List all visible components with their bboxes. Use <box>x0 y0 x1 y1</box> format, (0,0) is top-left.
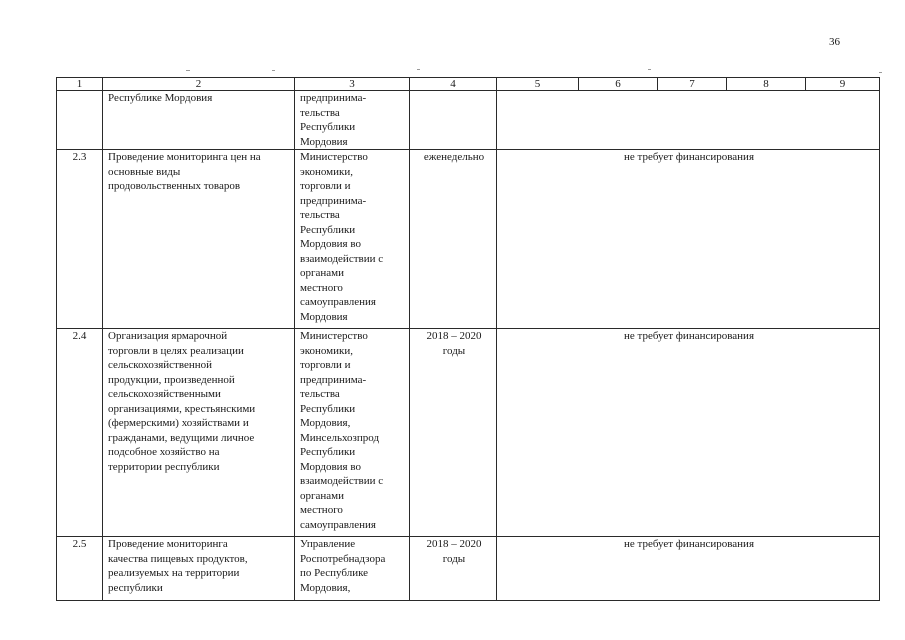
scan-artifact <box>272 70 275 71</box>
measure-cell <box>103 537 295 601</box>
table-row <box>57 150 880 329</box>
scan-artifact <box>879 72 882 73</box>
measures-table <box>56 77 880 601</box>
executor-cell-line: по Республике <box>300 567 369 579</box>
measure-cell-line: основные виды <box>108 165 181 178</box>
term-cell <box>410 150 497 329</box>
term-cell <box>410 91 497 150</box>
column-number-2: 2 <box>103 78 295 91</box>
executor-cell-line: торговли и <box>300 359 351 371</box>
executor-cell-line: Министерство <box>300 151 368 163</box>
measure-cell-line: торговли в целях реализации <box>108 344 244 357</box>
table-row <box>57 537 880 601</box>
executor-cell <box>295 91 410 150</box>
row-number: 2.3 <box>57 150 103 329</box>
column-number-row <box>57 78 880 91</box>
column-number-8: 8 <box>727 78 806 91</box>
measure-cell-line: сельскохозяйственной <box>108 359 213 371</box>
executor-cell-line: Мордовия <box>300 135 348 148</box>
measure-cell-line: Проведение мониторинга <box>108 538 228 550</box>
measure-cell-line: подсобное хозяйство на <box>108 446 220 458</box>
measure-cell-line: реализуемых на территории <box>108 567 240 579</box>
executor-cell-line: Мордовия <box>300 310 348 323</box>
measure-cell-line: Организация ярмарочной <box>108 330 228 342</box>
measure-cell-line: гражданами, ведущими личное <box>108 431 255 444</box>
table-row <box>57 329 880 537</box>
measure-cell-line: организациями, крестьянскими <box>108 402 256 415</box>
executor-cell-line: взаимодействии с <box>300 475 384 487</box>
executor-cell-line: предпринима- <box>300 92 367 104</box>
measure-cell-line: продовольственных товаров <box>108 180 241 192</box>
measure-cell-line: Республике Мордовия <box>108 92 213 104</box>
executor-cell-line: тельства <box>300 106 340 119</box>
term-cell-line: еженедельно <box>423 151 485 163</box>
executor-cell-line: самоуправления <box>300 518 376 531</box>
executor-cell-line: самоуправления <box>300 296 376 308</box>
executor-cell-line: предпринима- <box>300 194 367 207</box>
row-number: 2.5 <box>57 537 103 601</box>
term-cell-line: годы <box>442 344 466 357</box>
executor-cell-line: тельства <box>300 388 340 400</box>
executor-cell-line: органами <box>300 489 345 502</box>
term-cell-line: 2018 – 2020 <box>426 538 482 550</box>
term-cell <box>410 537 497 601</box>
measure-cell-line: территории республики <box>108 460 220 473</box>
executor-cell-line: местного <box>300 504 343 516</box>
executor-cell-line: тельства <box>300 209 340 221</box>
executor-cell-line: взаимодействии с <box>300 252 384 265</box>
measure-cell <box>103 150 295 329</box>
executor-cell <box>295 329 410 537</box>
table-row <box>57 91 880 150</box>
term-cell <box>410 329 497 537</box>
measure-cell-line: качества пищевых продуктов, <box>108 552 248 565</box>
row-number <box>57 91 103 150</box>
scan-artifact <box>417 69 420 70</box>
executor-cell <box>295 150 410 329</box>
term-cell-line: годы <box>442 552 466 565</box>
executor-cell <box>295 537 410 601</box>
term-cell-line: 2018 – 2020 <box>426 330 482 342</box>
executor-cell-line: Минсельхозпрод <box>300 431 380 444</box>
column-number-9: 9 <box>806 78 880 91</box>
executor-cell-line: Республики <box>300 121 356 133</box>
row-number: 2.4 <box>57 329 103 537</box>
column-number-5: 5 <box>497 78 579 91</box>
measure-cell <box>103 329 295 537</box>
scan-artifact <box>648 69 651 70</box>
financing-cell: не требует финансирования <box>497 329 880 537</box>
measure-cell-line: Проведение мониторинга цен на <box>108 151 261 163</box>
measure-cell-line: (фермерскими) хозяйствами и <box>108 417 249 429</box>
financing-cell <box>497 91 880 150</box>
column-number-7: 7 <box>658 78 727 91</box>
executor-cell-line: Мордовия во <box>300 460 361 473</box>
financing-cell: не требует финансирования <box>497 537 880 601</box>
executor-cell-line: предпринима- <box>300 373 367 386</box>
executor-cell-line: экономики, <box>300 165 354 178</box>
executor-cell-line: Роспотребнадзора <box>300 552 386 565</box>
executor-cell-line: Республики <box>300 223 356 236</box>
page-number: 36 <box>829 36 840 48</box>
measure-cell-line: сельскохозяйственными <box>108 388 221 400</box>
column-number-1: 1 <box>57 78 103 91</box>
executor-cell-line: Управление <box>300 538 356 550</box>
measure-cell-line: республики <box>108 581 163 594</box>
financing-cell: не требует финансирования <box>497 150 880 329</box>
measure-cell <box>103 91 295 150</box>
executor-cell-line: Мордовия, <box>300 581 351 594</box>
executor-cell-line: Мордовия, <box>300 417 351 429</box>
executor-cell-line: экономики, <box>300 344 354 357</box>
executor-cell-line: Республики <box>300 402 356 415</box>
scan-artifact <box>186 70 190 71</box>
executor-cell-line: органами <box>300 267 345 279</box>
column-number-6: 6 <box>579 78 658 91</box>
measure-cell-line: продукции, произведенной <box>108 373 235 386</box>
column-number-4: 4 <box>410 78 497 91</box>
executor-cell-line: местного <box>300 281 343 294</box>
executor-cell-line: Республики <box>300 446 356 458</box>
executor-cell-line: Мордовия во <box>300 238 361 250</box>
executor-cell-line: торговли и <box>300 180 351 192</box>
column-number-3: 3 <box>295 78 410 91</box>
executor-cell-line: Министерство <box>300 330 368 342</box>
